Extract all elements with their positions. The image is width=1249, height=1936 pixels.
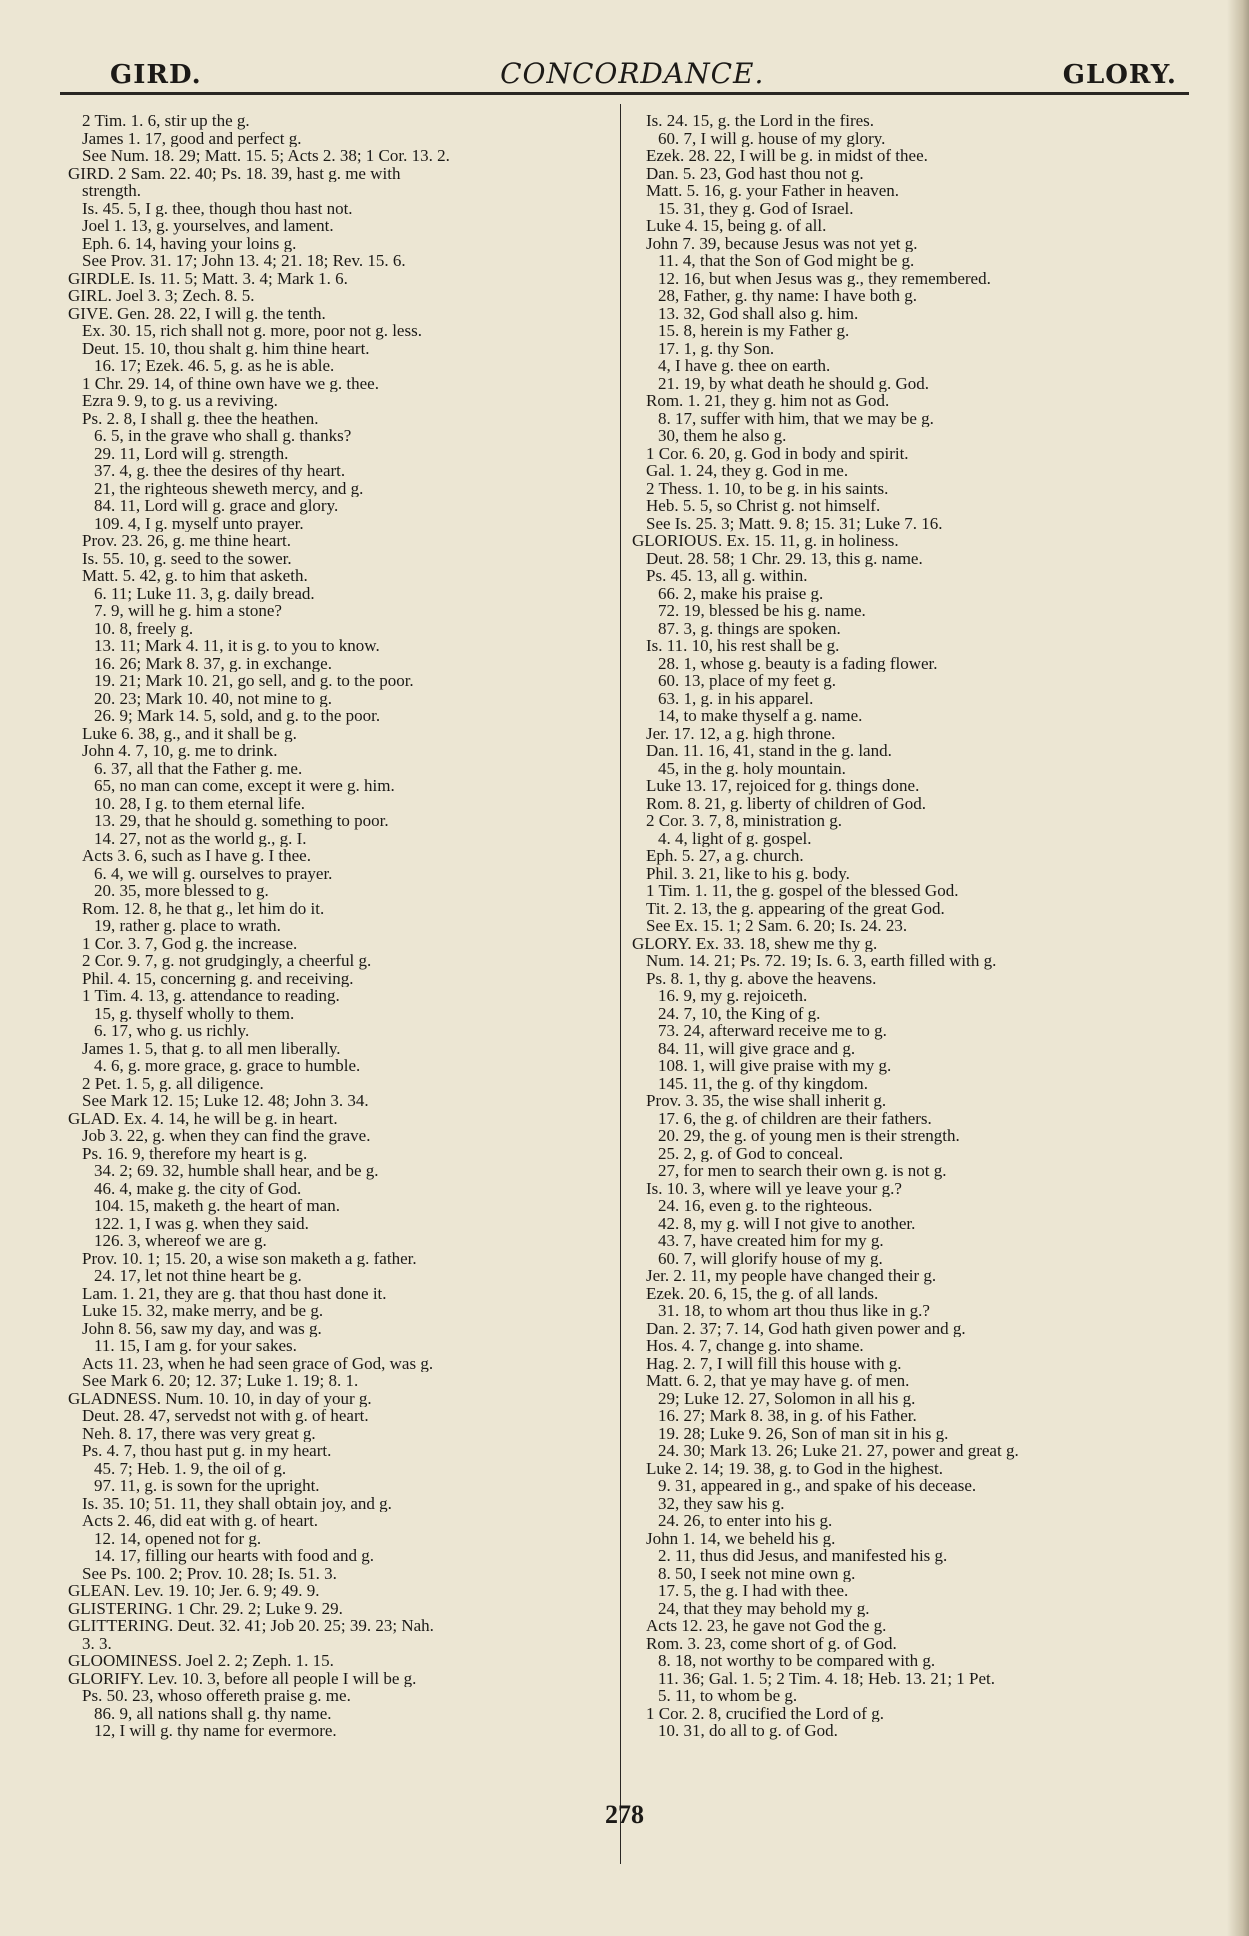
concordance-reference-line: 46. 4, make g. the city of God. xyxy=(94,1179,302,1197)
concordance-reference-line: 45. 7; Heb. 1. 9, the oil of g. xyxy=(94,1459,287,1477)
concordance-reference-line: 1 Tim. 4. 13, g. attendance to reading. xyxy=(82,987,340,1005)
concordance-reference-line: Ezek. 20. 6, 15, the g. of all lands. xyxy=(646,1284,879,1302)
guide-word-left: GIRD. xyxy=(110,60,202,90)
guide-word-right: GLORY. xyxy=(1062,60,1177,90)
concordance-reference-line: 8. 17, suffer with him, that we may be g. xyxy=(658,409,934,427)
concordance-reference-line: Ps. 2. 8, I shall g. thee the heathen. xyxy=(82,409,319,427)
concordance-reference-line: Joel 1. 13, g. yourselves, and lament. xyxy=(82,217,334,235)
concordance-reference-line: 6. 11; Luke 11. 3, g. daily bread. xyxy=(94,584,315,602)
concordance-reference-line: 17. 1, g. thy Son. xyxy=(658,339,775,357)
concordance-reference-line: 122. 1, I was g. when they said. xyxy=(94,1214,309,1232)
concordance-reference-line: 25. 2, g. of God to conceal. xyxy=(658,1144,844,1162)
concordance-reference-line: 2 Cor. 9. 7, g. not grudgingly, a cheerful g. xyxy=(82,952,372,970)
concordance-reference-line: Acts 11. 23, when he had seen grace of God, was g. xyxy=(82,1354,434,1372)
concordance-reference-line: See Mark 6. 20; 12. 37; Luke 1. 19; 8. 1. xyxy=(82,1372,359,1390)
concordance-reference-line: 29; Luke 12. 27, Solomon in all his g. xyxy=(658,1389,916,1407)
concordance-reference-line: Num. 14. 21; Ps. 72. 19; Is. 6. 3, earth filled with g. xyxy=(646,952,997,970)
concordance-reference-line: Acts 3. 6, such as I have g. I thee. xyxy=(82,847,311,865)
concordance-reference-line: strength. xyxy=(82,182,142,200)
concordance-reference-line: 10. 28, I g. to them eternal life. xyxy=(94,794,306,812)
concordance-reference-line: Ps. 8. 1, thy g. above the heavens. xyxy=(646,969,877,987)
concordance-reference-line: 6. 37, all that the Father g. me. xyxy=(94,759,303,777)
concordance-reference-line: Deut. 28. 47, servedst not with g. of heart. xyxy=(82,1407,369,1425)
concordance-reference-line: Matt. 6. 2, that ye may have g. of men. xyxy=(646,1372,910,1390)
concordance-reference-line: 72. 19, blessed be his g. name. xyxy=(658,602,866,620)
concordance-reference-line: 1 Cor. 3. 7, God g. the increase. xyxy=(82,934,298,952)
concordance-reference-line: 14. 27, not as the world g., g. I. xyxy=(94,829,307,847)
concordance-reference-line: 126. 3, whereof we are g. xyxy=(94,1232,267,1250)
concordance-headword-entry: GIRD. 2 Sam. 22. 40; Ps. 18. 39, hast g. me with xyxy=(68,164,401,182)
concordance-reference-line: 4, I have g. thee on earth. xyxy=(658,357,831,375)
concordance-reference-line: Neh. 8. 17, there was very great g. xyxy=(82,1424,316,1442)
concordance-reference-line: 24. 16, even g. to the righteous. xyxy=(658,1197,873,1215)
concordance-reference-line: 15. 31, they g. God of Israel. xyxy=(658,199,854,217)
concordance-reference-line: 20. 35, more blessed to g. xyxy=(94,882,269,900)
concordance-reference-line: Job 3. 22, g. when they can find the grave. xyxy=(82,1127,371,1145)
header-rule xyxy=(60,92,1189,95)
concordance-reference-line: 3. 3. xyxy=(82,1634,112,1652)
concordance-reference-line: Is. 11. 10, his rest shall be g. xyxy=(646,637,840,655)
page-edge-shadow xyxy=(1227,0,1249,1936)
concordance-reference-line: James 1. 5, that g. to all men liberally. xyxy=(82,1039,341,1057)
concordance-reference-line: 63. 1, g. in his apparel. xyxy=(658,689,814,707)
concordance-reference-line: John 1. 14, we beheld his g. xyxy=(646,1529,836,1547)
concordance-reference-line: Luke 6. 38, g., and it shall be g. xyxy=(82,724,297,742)
concordance-headword-entry: GLAD. Ex. 4. 14, he will be g. in heart. xyxy=(68,1109,338,1127)
concordance-reference-line: 2. 11, thus did Jesus, and manifested his g. xyxy=(658,1547,948,1565)
concordance-reference-line: 1 Cor. 2. 8, crucified the Lord of g. xyxy=(646,1704,884,1722)
concordance-reference-line: 2 Tim. 1. 6, stir up the g. xyxy=(82,112,250,130)
concordance-reference-line: John 7. 39, because Jesus was not yet g. xyxy=(646,234,918,252)
concordance-reference-line: 31. 18, to whom art thou thus like in g.? xyxy=(658,1302,930,1320)
concordance-reference-line: 28. 1, whose g. beauty is a fading flower. xyxy=(658,654,938,672)
left-column xyxy=(68,112,608,1740)
concordance-headword-entry: GLORY. Ex. 33. 18, shew me thy g. xyxy=(632,934,878,952)
concordance-reference-line: Prov. 3. 35, the wise shall inherit g. xyxy=(646,1092,887,1110)
concordance-reference-line: Prov. 10. 1; 15. 20, a wise son maketh a g. father. xyxy=(82,1249,417,1267)
concordance-reference-line: Dan. 2. 37; 7. 14, God hath given power and g. xyxy=(646,1319,966,1337)
concordance-reference-line: 19. 21; Mark 10. 21, go sell, and g. to the poor. xyxy=(94,672,414,690)
concordance-reference-line: 32, they saw his g. xyxy=(658,1494,785,1512)
concordance-reference-line: 8. 18, not worthy to be compared with g. xyxy=(658,1652,936,1670)
concordance-reference-line: 6. 17, who g. us richly. xyxy=(94,1022,250,1040)
concordance-reference-line: 34. 2; 69. 32, humble shall hear, and be g. xyxy=(94,1162,379,1180)
concordance-reference-line: See Prov. 31. 17; John 13. 4; 21. 18; Rev. 15. 6. xyxy=(82,252,406,270)
concordance-reference-line: Ps. 50. 23, whoso offereth praise g. me. xyxy=(82,1687,351,1705)
concordance-reference-line: 17. 5, the g. I had with thee. xyxy=(658,1582,849,1600)
concordance-reference-line: 13. 11; Mark 4. 11, it is g. to you to know. xyxy=(94,637,380,655)
concordance-reference-line: Is. 45. 5, I g. thee, though thou hast not. xyxy=(82,199,353,217)
concordance-reference-line: 24. 17, let not thine heart be g. xyxy=(94,1267,302,1285)
concordance-reference-line: 19, rather g. place to wrath. xyxy=(94,917,281,935)
concordance-reference-line: 16. 27; Mark 8. 38, in g. of his Father. xyxy=(658,1407,917,1425)
concordance-reference-line: 28, Father, g. thy name: I have both g. xyxy=(658,287,917,305)
concordance-reference-line: Eph. 5. 27, a g. church. xyxy=(646,847,804,865)
concordance-reference-line: 2 Thess. 1. 10, to be g. in his saints. xyxy=(646,479,889,497)
concordance-reference-line: 45, in the g. holy mountain. xyxy=(658,759,846,777)
concordance-reference-line: 6. 5, in the grave who shall g. thanks? xyxy=(94,427,352,445)
concordance-reference-line: 15. 8, herein is my Father g. xyxy=(658,322,850,340)
concordance-reference-line: 13. 29, that he should g. something to poor. xyxy=(94,812,389,830)
concordance-reference-line: 12. 16, but when Jesus was g., they remembered. xyxy=(658,269,991,287)
concordance-reference-line: 1 Tim. 1. 11, the g. gospel of the blessed God. xyxy=(646,882,959,900)
concordance-reference-line: 21, the righteous sheweth mercy, and g. xyxy=(94,479,364,497)
concordance-reference-line: Gal. 1. 24, they g. God in me. xyxy=(646,462,849,480)
concordance-reference-line: 14, to make thyself a g. name. xyxy=(658,707,863,725)
concordance-reference-line: 24. 7, 10, the King of g. xyxy=(658,1004,821,1022)
concordance-reference-line: 84. 11, will give grace and g. xyxy=(658,1039,856,1057)
concordance-headword-entry: GLADNESS. Num. 10. 10, in day of your g. xyxy=(68,1389,372,1407)
concordance-headword-entry: GIRL. Joel 3. 3; Zech. 8. 5. xyxy=(68,287,255,305)
concordance-headword-entry: GLISTERING. 1 Chr. 29. 2; Luke 9. 29. xyxy=(68,1599,343,1617)
concordance-reference-line: 11. 4, that the Son of God might be g. xyxy=(658,252,915,270)
concordance-reference-line: 30, them he also g. xyxy=(658,427,787,445)
concordance-reference-line: 6. 4, we will g. ourselves to prayer. xyxy=(94,864,333,882)
concordance-reference-line: Deut. 28. 58; 1 Chr. 29. 13, this g. name. xyxy=(646,549,923,567)
concordance-reference-line: 16. 26; Mark 8. 37, g. in exchange. xyxy=(94,654,332,672)
concordance-reference-line: Rom. 1. 21, they g. him not as God. xyxy=(646,392,890,410)
concordance-reference-line: Heb. 5. 5, so Christ g. not himself. xyxy=(646,497,881,515)
concordance-reference-line: See Num. 18. 29; Matt. 15. 5; Acts 2. 38; 1 Cor. 13. 2. xyxy=(82,147,450,165)
concordance-reference-line: See Ps. 100. 2; Prov. 10. 28; Is. 51. 3. xyxy=(82,1564,337,1582)
concordance-reference-line: 87. 3, g. things are spoken. xyxy=(658,619,841,637)
concordance-reference-line: 8. 50, I seek not mine own g. xyxy=(658,1564,856,1582)
concordance-reference-line: Rom. 12. 8, he that g., let him do it. xyxy=(82,899,325,917)
concordance-reference-line: See Ex. 15. 1; 2 Sam. 6. 20; Is. 24. 23. xyxy=(646,917,908,935)
concordance-reference-line: Lam. 1. 21, they are g. that thou hast done it. xyxy=(82,1284,387,1302)
concordance-headword-entry: GIVE. Gen. 28. 22, I will g. the tenth. xyxy=(68,304,326,322)
concordance-headword-entry: GLORIFY. Lev. 10. 3, before all people I will be g. xyxy=(68,1669,417,1687)
concordance-reference-line: 104. 15, maketh g. the heart of man. xyxy=(94,1197,340,1215)
right-column xyxy=(632,112,1172,1740)
concordance-reference-line: Rom. 3. 23, come short of g. of God. xyxy=(646,1634,897,1652)
concordance-reference-line: 2 Pet. 1. 5, g. all diligence. xyxy=(82,1074,264,1092)
concordance-reference-line: Is. 35. 10; 51. 11, they shall obtain joy, and g. xyxy=(82,1494,392,1512)
concordance-reference-line: Phil. 4. 15, concerning g. and receiving. xyxy=(82,969,354,987)
concordance-reference-line: 13. 32, God shall also g. him. xyxy=(658,304,859,322)
concordance-reference-line: 108. 1, will give praise with my g. xyxy=(658,1057,892,1075)
concordance-reference-line: Hag. 2. 7, I will fill this house with g. xyxy=(646,1354,902,1372)
concordance-reference-line: 10. 8, freely g. xyxy=(94,619,194,637)
concordance-reference-line: See Mark 12. 15; Luke 12. 48; John 3. 34. xyxy=(82,1092,369,1110)
concordance-reference-line: Dan. 5. 23, God hast thou not g. xyxy=(646,164,864,182)
concordance-reference-line: 24. 26, to enter into his g. xyxy=(658,1512,833,1530)
concordance-reference-line: 1 Chr. 29. 14, of thine own have we g. thee. xyxy=(82,374,379,392)
concordance-reference-line: 66. 2, make his praise g. xyxy=(658,584,824,602)
concordance-reference-line: 97. 11, g. is sown for the upright. xyxy=(94,1477,320,1495)
concordance-reference-line: Ps. 45. 13, all g. within. xyxy=(646,567,808,585)
concordance-reference-line: Jer. 17. 12, a g. high throne. xyxy=(646,724,836,742)
concordance-reference-line: 15, g. thyself wholly to them. xyxy=(94,1004,295,1022)
concordance-reference-line: Hos. 4. 7, change g. into shame. xyxy=(646,1337,864,1355)
concordance-reference-line: 60. 7, I will g. house of my glory. xyxy=(658,129,886,147)
concordance-reference-line: 24, that they may behold my g. xyxy=(658,1599,870,1617)
concordance-reference-line: 27, for men to search their own g. is not g. xyxy=(658,1162,947,1180)
concordance-reference-line: 16. 17; Ezek. 46. 5, g. as he is able. xyxy=(94,357,335,375)
concordance-reference-line: Ex. 30. 15, rich shall not g. more, poor not g. less. xyxy=(82,322,422,340)
concordance-reference-line: 20. 23; Mark 10. 40, not mine to g. xyxy=(94,689,332,707)
concordance-reference-line: 20. 29, the g. of young men is their strength. xyxy=(658,1127,960,1145)
concordance-reference-line: 42. 8, my g. will I not give to another. xyxy=(658,1214,916,1232)
concordance-reference-line: 73. 24, afterward receive me to g. xyxy=(658,1022,887,1040)
concordance-reference-line: 4. 4, light of g. gospel. xyxy=(658,829,812,847)
concordance-reference-line: Matt. 5. 16, g. your Father in heaven. xyxy=(646,182,900,200)
concordance-reference-line: Tit. 2. 13, the g. appearing of the great God. xyxy=(646,899,945,917)
concordance-reference-line: 14. 17, filling our hearts with food and g. xyxy=(94,1547,374,1565)
concordance-headword-entry: GLITTERING. Deut. 32. 41; Job 20. 25; 39. 23; Nah. xyxy=(68,1617,434,1635)
concordance-reference-line: Prov. 23. 26, g. me thine heart. xyxy=(82,532,291,550)
concordance-reference-line: 84. 11, Lord will g. grace and glory. xyxy=(94,497,339,515)
concordance-reference-line: Dan. 11. 16, 41, stand in the g. land. xyxy=(646,742,892,760)
concordance-reference-line: Acts 12. 23, he gave not God the g. xyxy=(646,1617,887,1635)
concordance-reference-line: Ps. 16. 9, therefore my heart is g. xyxy=(82,1144,308,1162)
page-title: CONCORDANCE. xyxy=(500,57,765,90)
concordance-reference-line: Is. 55. 10, g. seed to the sower. xyxy=(82,549,292,567)
concordance-reference-line: 60. 13, place of my feet g. xyxy=(658,672,836,690)
concordance-reference-line: 1 Cor. 6. 20, g. God in body and spirit. xyxy=(646,444,909,462)
concordance-reference-line: 5. 11, to whom be g. xyxy=(658,1687,798,1705)
concordance-reference-line: 12, I will g. thy name for evermore. xyxy=(94,1722,337,1740)
concordance-reference-line: Rom. 8. 21, g. liberty of children of God. xyxy=(646,794,926,812)
concordance-reference-line: Is. 10. 3, where will ye leave your g.? xyxy=(646,1179,902,1197)
concordance-reference-line: 16. 9, my g. rejoiceth. xyxy=(658,987,808,1005)
concordance-reference-line: 2 Cor. 3. 7, 8, ministration g. xyxy=(646,812,842,830)
column-divider xyxy=(620,104,621,1864)
concordance-reference-line: Ezra 9. 9, to g. us a reviving. xyxy=(82,392,278,410)
concordance-reference-line: 43. 7, have created him for my g. xyxy=(658,1232,884,1250)
concordance-reference-line: Ps. 4. 7, thou hast put g. in my heart. xyxy=(82,1442,332,1460)
concordance-headword-entry: GLOOMINESS. Joel 2. 2; Zeph. 1. 15. xyxy=(68,1652,334,1670)
concordance-reference-line: Jer. 2. 11, my people have changed their g. xyxy=(646,1267,937,1285)
concordance-reference-line: Luke 13. 17, rejoiced for g. things done. xyxy=(646,777,920,795)
concordance-reference-line: 29. 11, Lord will g. strength. xyxy=(94,444,289,462)
concordance-reference-line: 65, no man can come, except it were g. him. xyxy=(94,777,395,795)
concordance-reference-line: 11. 36; Gal. 1. 5; 2 Tim. 4. 18; Heb. 13. 21; 1 Pet. xyxy=(658,1669,996,1687)
concordance-reference-line: Acts 2. 46, did eat with g. of heart. xyxy=(82,1512,319,1530)
concordance-reference-line: Ezek. 28. 22, I will be g. in midst of thee. xyxy=(646,147,928,165)
concordance-reference-line: Luke 4. 15, being g. of all. xyxy=(646,217,827,235)
concordance-reference-line: John 4. 7, 10, g. me to drink. xyxy=(82,742,278,760)
concordance-reference-line: James 1. 17, good and perfect g. xyxy=(82,129,302,147)
concordance-reference-line: Matt. 5. 42, g. to him that asketh. xyxy=(82,567,308,585)
concordance-reference-line: 21. 19, by what death he should g. God. xyxy=(658,374,930,392)
concordance-reference-line: 86. 9, all nations shall g. thy name. xyxy=(94,1704,332,1722)
concordance-reference-line: Luke 15. 32, make merry, and be g. xyxy=(82,1302,324,1320)
concordance-reference-line: 12. 14, opened not for g. xyxy=(94,1529,262,1547)
running-header xyxy=(110,50,1177,90)
concordance-reference-line: Phil. 3. 21, like to his g. body. xyxy=(646,864,850,882)
concordance-reference-line: 11. 15, I am g. for your sakes. xyxy=(94,1337,297,1355)
concordance-reference-line: John 8. 56, saw my day, and was g. xyxy=(82,1319,322,1337)
concordance-reference-line: 60. 7, will glorify house of my g. xyxy=(658,1249,883,1267)
concordance-reference-line: 145. 11, the g. of thy kingdom. xyxy=(658,1074,868,1092)
concordance-reference-line: 10. 31, do all to g. of God. xyxy=(658,1722,838,1740)
concordance-headword-entry: GIRDLE. Is. 11. 5; Matt. 3. 4; Mark 1. 6. xyxy=(68,269,348,287)
concordance-reference-line: 9. 31, appeared in g., and spake of his decease. xyxy=(658,1477,977,1495)
concordance-reference-line: 109. 4, I g. myself unto prayer. xyxy=(94,514,304,532)
concordance-reference-line: Luke 2. 14; 19. 38, g. to God in the highest. xyxy=(646,1459,944,1477)
concordance-reference-line: 17. 6, the g. of children are their fathers. xyxy=(658,1109,932,1127)
concordance-reference-line: 24. 30; Mark 13. 26; Luke 21. 27, power and great g. xyxy=(658,1442,1019,1460)
concordance-reference-line: See Is. 25. 3; Matt. 9. 8; 15. 31; Luke 7. 16. xyxy=(646,514,943,532)
page-number: 278 xyxy=(605,1800,644,1829)
concordance-reference-line: Deut. 15. 10, thou shalt g. him thine heart. xyxy=(82,339,370,357)
concordance-headword-entry: GLEAN. Lev. 19. 10; Jer. 6. 9; 49. 9. xyxy=(68,1582,320,1600)
concordance-reference-line: 7. 9, will he g. him a stone? xyxy=(94,602,282,620)
concordance-reference-line: 26. 9; Mark 14. 5, sold, and g. to the poor. xyxy=(94,707,381,725)
concordance-headword-entry: GLORIOUS. Ex. 15. 11, g. in holiness. xyxy=(632,532,899,550)
concordance-reference-line: Is. 24. 15, g. the Lord in the fires. xyxy=(646,112,875,130)
concordance-reference-line: 19. 28; Luke 9. 26, Son of man sit in his g. xyxy=(658,1424,949,1442)
concordance-reference-line: 4. 6, g. more grace, g. grace to humble. xyxy=(94,1057,361,1075)
concordance-reference-line: Eph. 6. 14, having your loins g. xyxy=(82,234,297,252)
concordance-reference-line: 37. 4, g. thee the desires of thy heart. xyxy=(94,462,346,480)
